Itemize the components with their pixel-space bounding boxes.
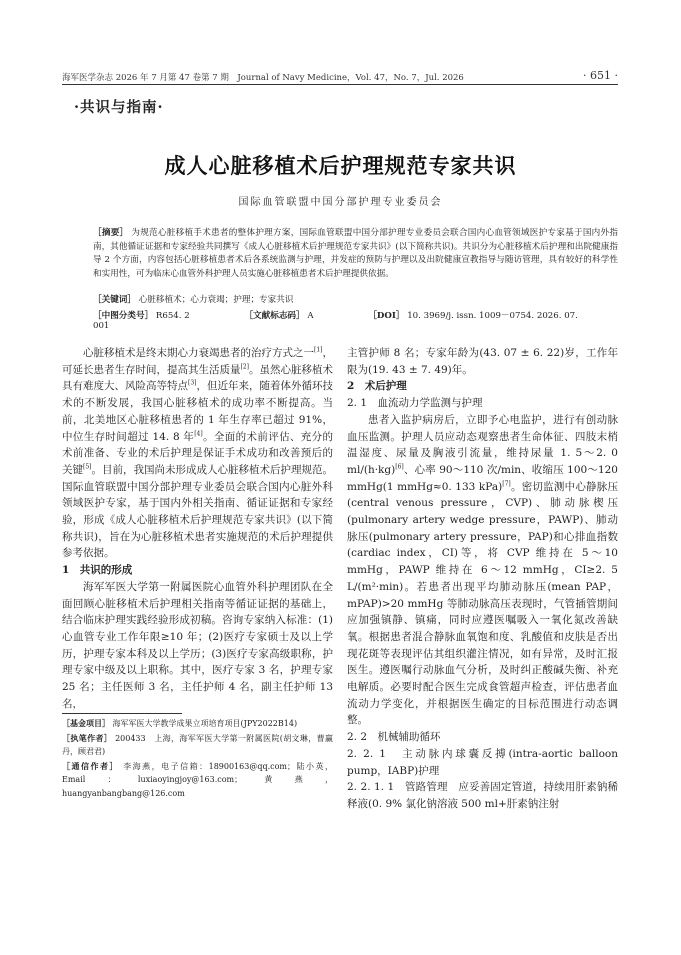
- clc-field: [93, 311, 216, 321]
- text-run: ，可延长患者生存时间，提高其生活质量: [62, 347, 333, 376]
- doc-code-field: [244, 311, 339, 321]
- author-text: 200433 上海，海军军医大学第一附属医院(胡文琳，曹赢丹，顾君君): [62, 733, 333, 756]
- text-run: 心脏移植术是终末期心力衰竭患者的治疗方式之一: [83, 347, 314, 359]
- section-heading-1: 1 共识的形成: [62, 564, 133, 577]
- citation: [7]: [502, 480, 511, 488]
- fund-text: 海军军医大学教学成果立项培育项目(JPY2022B14): [112, 719, 298, 728]
- correspondence-text: 李海燕，电子信箱：18900163@qq.com；陆小英，Email：luxiaoyingjoy@163.com；黄燕，huangyanbangbang@126.com: [62, 761, 334, 798]
- journal-running-title: 海军医学杂志 2026 年 7 月第 47 卷第 7 期 Journal of Navy Medicine，Vol. 47，No. 7，Jul. 2026: [62, 73, 464, 83]
- doc-code-label: ［文献标志码］: [244, 311, 305, 321]
- doi-label: ［DOI］: [368, 311, 405, 321]
- clc-value: R654. 2: [155, 311, 190, 321]
- running-header: [62, 71, 618, 83]
- correspondence-footnote: [62, 760, 333, 801]
- citation: [3]: [188, 379, 197, 387]
- classification-line: [93, 309, 618, 331]
- intro-paragraph: [62, 345, 333, 562]
- abstract-text: 为规范心脏移植手术患者的整体护理方案，国际血管联盟中国分部护理专业委员会联合国内心血管领域医护专家基于国内外指南，其他循证证据和专家经验共同撰写《成人心脏移植术后护理规范专家共识》(以下简称共识)。共识分为心脏移植术后护理和出院健康指导 2 个方面，内容包括心脏移植患者术后各系统监测与护理，并发症的预防与护理以及出院健康宣教指导与随访管理，具有较好的科学性和实用性，可为临床心血管外科护理人员实施心脏移植患者术后护理提供依据。: [93, 228, 618, 279]
- text-run: 。目前，我国尚未形成成人心脏移植术后护理规范。国际血管联盟中国分部护理专业委员会联合国内心脏外科领域医护专家，基于国内外相关指南、循证证据和专家经验，形成《成人心脏移植术后护理规范专家共识》(以下简称共识)，旨在为心脏移植术患者实施规范的术后护理提供参考依据。: [62, 463, 333, 560]
- doc-code-value: A: [307, 311, 314, 321]
- article-title: 成人心脏移植术后护理规范专家共识: [164, 154, 517, 178]
- section-heading-2: 2 术后护理: [347, 380, 407, 393]
- footnotes: [62, 717, 333, 801]
- left-column: [62, 345, 333, 712]
- text-run: ，但近年来，随着体外循环技术的不断发展，我国心脏移植术的成功率不断提高。当前，北美地区心脏移植患者的 1 年生存率已超过 91%，中位生存时间超过 14. 8 年: [62, 380, 333, 443]
- text-run: 。虽然心脏移植术具有难度大、风险高等特点: [62, 363, 333, 393]
- right-column: [347, 345, 618, 813]
- fund-footnote: [62, 717, 333, 731]
- header-rule: [62, 84, 618, 85]
- section-tag: ·共识与指南·: [74, 99, 164, 116]
- consensus-formation-paragraph: 海军军医大学第一附属医院心血管外科护理团队在全面回顾心脏移植术后护理相关指南等循证证据的基础上，结合临床护理实践经验形成初稿。咨询专家纳入标准：(1)心血管专业工作年限≥10 年；(2)医疗专家硕士及以上学历，护理专家本科及以上学历；(3)医疗专家高级职称，护理专家中级及以上职称。其中，医疗专家 3 名，护理专家 25 名；主任医师 3 名，主任护师 4 名，副主任护师 13 名，: [62, 580, 333, 710]
- text-run: 患者入监护病房后，立即予心电监护，进行有创动脉血压监测。护理人员应动态观察患者生命体征、四肢末梢温湿度、尿量及胸液引流量，维持尿量 1. 5～2. 0 ml/(h·kg): [347, 413, 618, 476]
- text-run: 。全面的术前评估、充分的术前准备、专业的术后护理是保证手术成功和改善预后的关键: [62, 430, 333, 476]
- keywords: [93, 293, 618, 305]
- keywords-text: 心脏移植术；心力衰竭；护理；专家共识: [138, 295, 294, 305]
- subsection-heading-2-2: 2. 2 机械辅助循环: [347, 731, 441, 744]
- author-footnote: [62, 732, 333, 759]
- citation: [1]: [314, 346, 323, 354]
- abstract-label: ［摘要］: [93, 228, 129, 238]
- footnote-rule: [62, 713, 182, 714]
- subsection-heading-2-2-1: 2. 2. 1 主动脉内球囊反搏(intra-aortic balloon pump，IABP)护理: [347, 747, 618, 777]
- article-authors: 国际血管联盟中国分部护理专业委员会: [238, 197, 443, 208]
- text-run: 、心率 90～110 次/min、收缩压 100～120 mmHg(1 mmHg≈0. 133 kPa): [347, 463, 618, 493]
- fund-label: ［基金项目］: [62, 718, 110, 728]
- correspondence-label: ［通信作者］: [62, 760, 120, 771]
- text-run: 。密切监测中心静脉压(central venous pressure，CVP)、肺动脉楔压(pulmonary artery wedge pressure，PAWP)、肺动脉压(pulmonary artery pressure，PAP)和心排血指数(cardiac index，CI)等，将 CVP 维持在 5～10 mmHg，PAWP 维持在 6～12 mmHg，CI≥2. 5 L/(m²·min)。若患者出现平均肺动脉压(mean PAP，mPAP)>20 mmHg 等肺动脉高压表现时，气管插管期间应加强镇静、镇痛，同时应遵医嘱吸入一氧化氮改善缺氧。根据患者混合静脉血氧饱和度、乳酸值和皮肤是否出现花斑等表现评估其组织灌注情况，如有异常，及时汇报医生。遵医嘱行动脉血气分析，及时纠正酸碱失衡、补充电解质。必要时配合医生完成食管超声检查，评估患者血流动力学变化，并根据医生确定的目标范围进行动态调整。: [347, 480, 619, 727]
- page-number: · 651 ·: [583, 69, 618, 82]
- expert-stats-paragraph: 主管护师 8 名；专家年龄为(43. 07 ± 6. 22)岁，工作年限为(19. 43 ± 7. 49)年。: [347, 347, 618, 376]
- clc-label: ［中图分类号］: [93, 311, 154, 321]
- abstract: [93, 227, 618, 281]
- citation: [6]: [395, 463, 404, 471]
- author-label: ［执笔作者］: [62, 732, 113, 743]
- subsubsection-label: 2. 2. 1. 1 管路管理: [347, 781, 448, 794]
- keywords-label: ［关键词］: [93, 295, 136, 305]
- subsection-heading-2-1: 2. 1 血流动力学监测与护理: [347, 397, 483, 410]
- citation: [4]: [194, 430, 203, 438]
- citation: [2]: [240, 363, 249, 371]
- text-run: 应妥善固定管道，持续用肝素钠稀释液(0. 9% 氯化钠溶液 500 ml+肝素钠注射: [347, 781, 618, 810]
- doi-value: 10. 3969/j. issn. 1009－0754. 2026. 07. 001: [93, 311, 578, 331]
- tube-management-paragraph: [347, 779, 618, 812]
- citation: [5]: [83, 463, 92, 471]
- hemodynamics-paragraph: [347, 412, 618, 729]
